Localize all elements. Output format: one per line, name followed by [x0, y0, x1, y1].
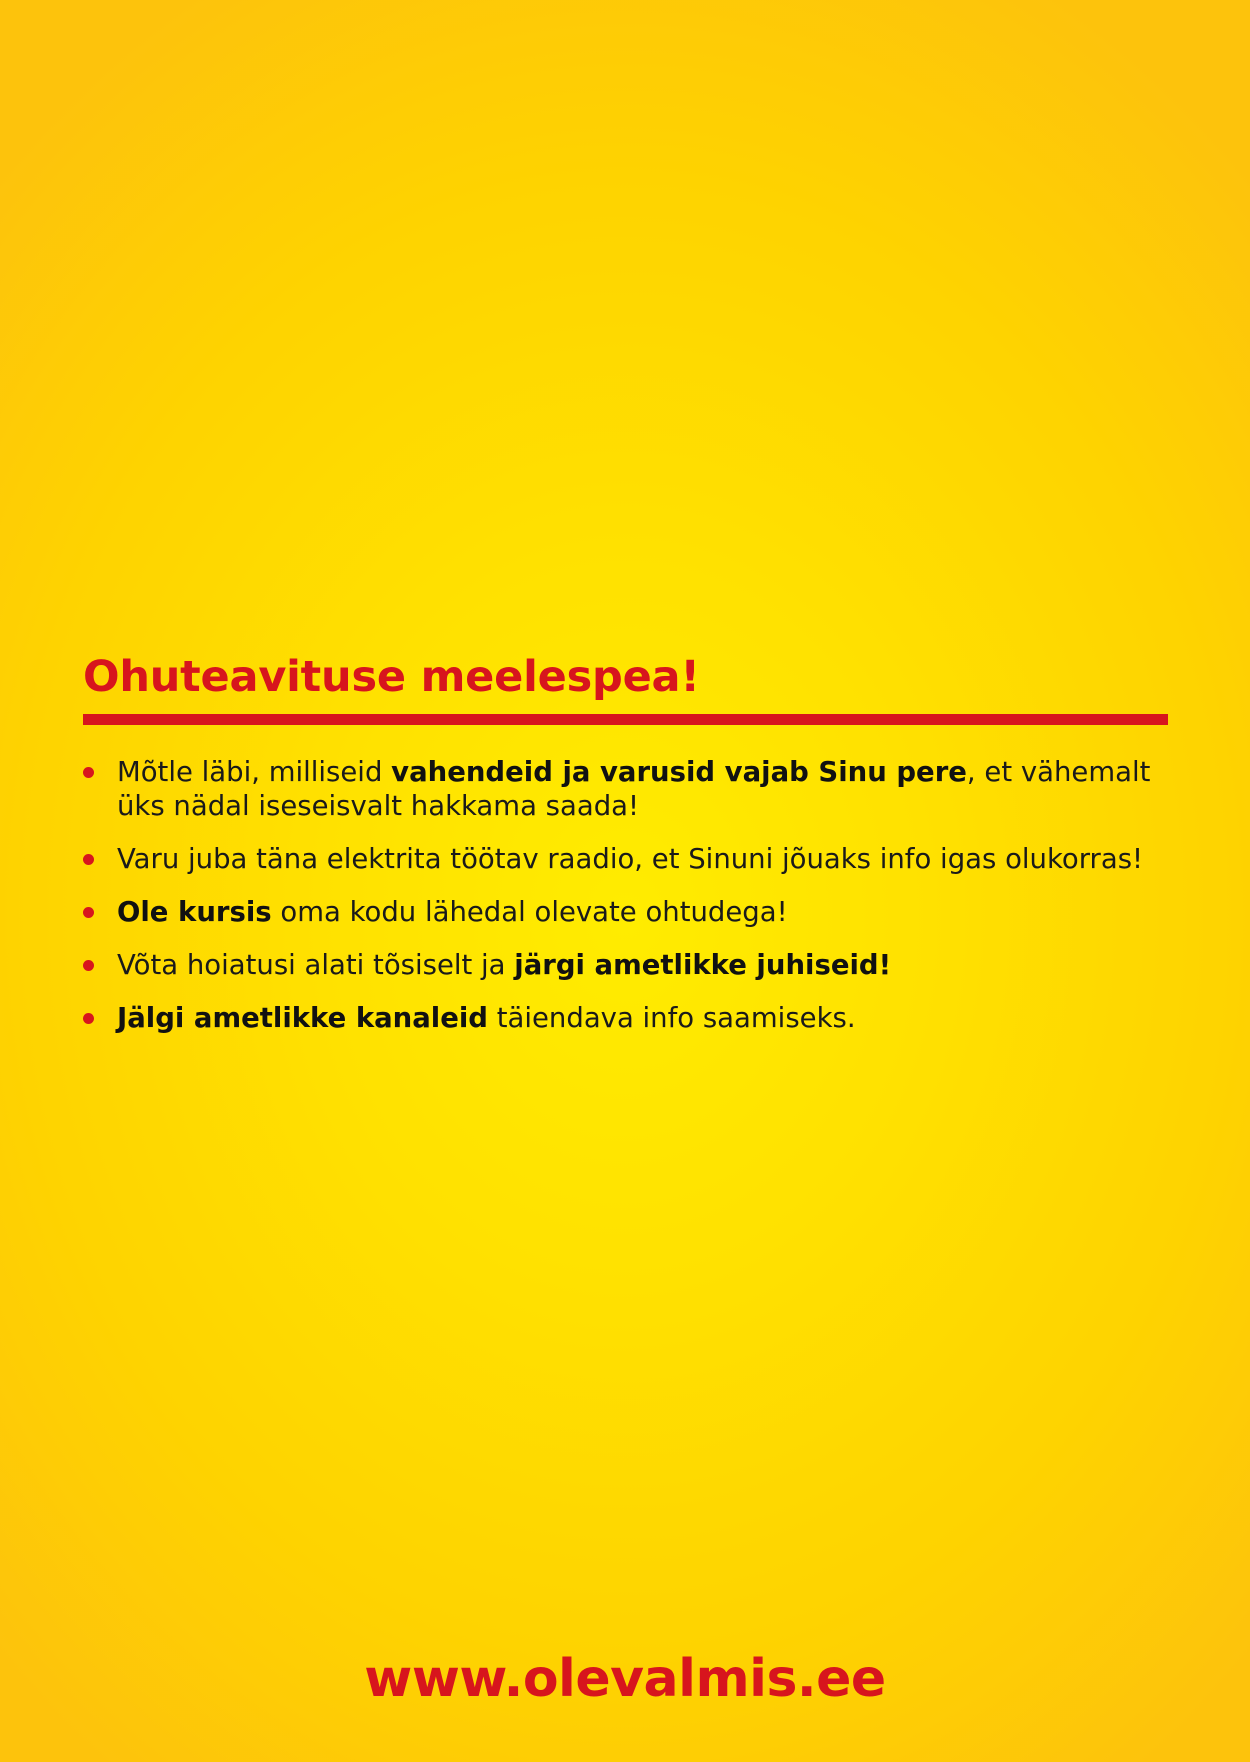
list-item: [83, 842, 1168, 876]
bullet-icon: [83, 960, 94, 971]
list-item-emphasis: vahendeid ja varusid vajab Sinu pere: [391, 756, 967, 788]
list-item-text: , et vähemalt: [966, 756, 1151, 788]
reminder-list: [83, 755, 1168, 1035]
page-title: Ohuteavituse meelespea!: [83, 652, 700, 702]
list-item-text: oma kodu lähedal olevate ohtudega!: [271, 896, 788, 928]
list-item-text: täiendava info saamiseks.: [488, 1002, 856, 1034]
website-url: www.olevalmis.ee: [364, 1649, 886, 1709]
bullet-icon: [83, 767, 94, 778]
list-item-emphasis: Jälgi ametlikke kanaleid: [117, 1002, 488, 1034]
list-item: [83, 755, 1168, 823]
list-item-line: [117, 755, 1168, 789]
list-item-emphasis: Ole kursis: [117, 896, 272, 928]
list-item-text: Mõtle läbi, milliseid: [117, 756, 392, 788]
bullet-icon: [83, 1013, 94, 1024]
list-item-text: Varu juba täna elektrita töötav raadio, et Sinuni jõuaks info igas olukorras!: [117, 843, 1144, 875]
list-item-emphasis: järgi ametlikke juhiseid!: [514, 949, 892, 981]
bullet-icon: [83, 907, 94, 918]
list-item: [83, 1001, 1168, 1035]
reminder-section: [83, 646, 1168, 1054]
list-item-text: Võta hoiatusi alati tõsiselt ja: [117, 949, 515, 981]
bullet-icon: [83, 854, 94, 865]
list-item: [83, 948, 1168, 982]
list-item-line: üks nädal iseseisvalt hakkama saada!: [117, 790, 640, 822]
title-divider: [83, 714, 1168, 725]
list-item: [83, 895, 1168, 929]
